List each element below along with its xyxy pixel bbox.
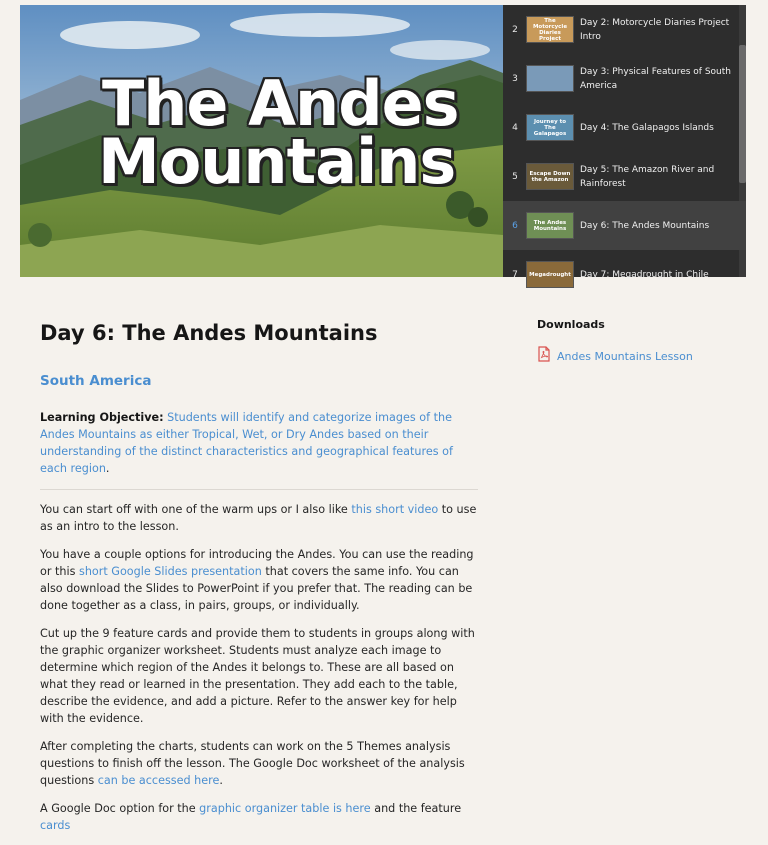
playlist-item-thumbnail [526, 65, 574, 92]
learning-objective [40, 409, 478, 477]
playlist-item-day-6[interactable] [503, 201, 746, 250]
lesson-media [20, 5, 746, 280]
objective-end: . [105, 462, 110, 475]
text: After completing the charts, students can work on the 5 Themes analysis questions to finish off the lesson. The Google Doc worksheet of the analysis questions [40, 740, 465, 787]
playlist-items [503, 5, 746, 299]
text: A Google Doc option for the [40, 802, 200, 815]
downloads-sidebar [537, 318, 737, 366]
playlist-item-number: 3 [512, 73, 518, 84]
playlist-item-label: Day 7: Megadrought in Chile [580, 269, 709, 280]
hero-title [20, 67, 503, 198]
playlist-item-thumbnail: The Andes Mountains [526, 212, 574, 239]
playlist-item-day-5[interactable] [503, 152, 746, 201]
playlist-item-thumbnail: The Motorcycle Diaries Project [526, 16, 574, 43]
paragraph-analysis [40, 738, 478, 789]
page-title: Day 6: The Andes Mountains [40, 321, 378, 345]
downloads-heading: Downloads [537, 318, 605, 331]
playlist-item-day-2[interactable] [503, 5, 746, 54]
playlist-item-day-3[interactable] [503, 54, 746, 103]
text: . [219, 774, 223, 787]
objective-text: Students will identify and categorize images of the Andes Mountains as either Tropical, Wet, or Dry Andes based on their understanding of the distinct characteristics and geographical features of each region [40, 411, 453, 475]
playlist-item-label: Day 6: The Andes Mountains [580, 220, 710, 231]
objective-label: Learning Objective: [40, 411, 164, 424]
divider [40, 489, 478, 490]
text: that covers the same info. You can also download the Slides to PowerPoint if you prefer that. The reading can be done together as a class, in pairs, groups, or individually. [40, 565, 473, 612]
short-video-link[interactable]: this short video [351, 503, 439, 516]
pdf-file-icon [537, 346, 551, 366]
playlist-item-label: Day 2: Motorcycle Diaries Project Intro [580, 17, 730, 42]
hero-title-line1: The Andes [102, 67, 459, 140]
playlist-item-label: Day 3: Physical Features of South America [580, 66, 731, 91]
feature-cards-link[interactable]: cards [40, 819, 71, 832]
text: to use as an intro to the lesson. [40, 503, 477, 533]
playlist-item-thumbnail: Escape Down the Amazon [526, 163, 574, 190]
text: You can start off with one of the warm ups or I also like [40, 503, 352, 516]
playlist-item-label: Day 4: The Galapagos Islands [580, 122, 714, 133]
analysis-questions-link[interactable]: can be accessed here [97, 774, 220, 787]
video-player[interactable] [20, 5, 503, 277]
download-link-andes-lesson[interactable]: Andes Mountains Lesson [557, 349, 693, 363]
graphic-organizer-link[interactable]: graphic organizer table is here [199, 802, 371, 815]
playlist-item-number: 5 [512, 171, 518, 182]
slides-presentation-link[interactable]: short Google Slides presentation [78, 565, 262, 578]
playlist-item-number: 2 [512, 24, 518, 35]
download-item[interactable] [537, 346, 737, 366]
text: and the feature [370, 802, 462, 815]
playlist-item-day-4[interactable] [503, 103, 746, 152]
lesson-article [40, 318, 478, 845]
playlist-item-number: 4 [512, 122, 518, 133]
paragraph-activity: Cut up the 9 feature cards and provide them to students in groups along with the graphic organizer worksheet. Students must analyze each image to determine which region of the Andes it belongs to. These are all based on what they read or learned in the presentation. They add each to the table, describe the evidence, and add a picture. Refer to the answer key for help with the evidence. [40, 627, 475, 725]
paragraph-intro [40, 501, 478, 535]
playlist-item-thumbnail: Megadrought [526, 261, 574, 288]
playlist-item-day-7[interactable] [503, 250, 746, 299]
paragraph-options [40, 546, 478, 614]
playlist-item-thumbnail: Journey to The Galapagos [526, 114, 574, 141]
video-playlist [503, 5, 746, 280]
text: You have a couple options for introducing the Andes. You can use the reading or this [40, 548, 474, 578]
paragraph-google-doc [40, 800, 478, 834]
hero-title-line2: Mountains [98, 125, 456, 198]
playlist-item-number: 6 [512, 220, 518, 231]
region-link[interactable]: South America [40, 373, 152, 389]
playlist-item-label: Day 5: The Amazon River and Rainforest [580, 164, 715, 189]
playlist-item-number: 7 [512, 269, 518, 280]
